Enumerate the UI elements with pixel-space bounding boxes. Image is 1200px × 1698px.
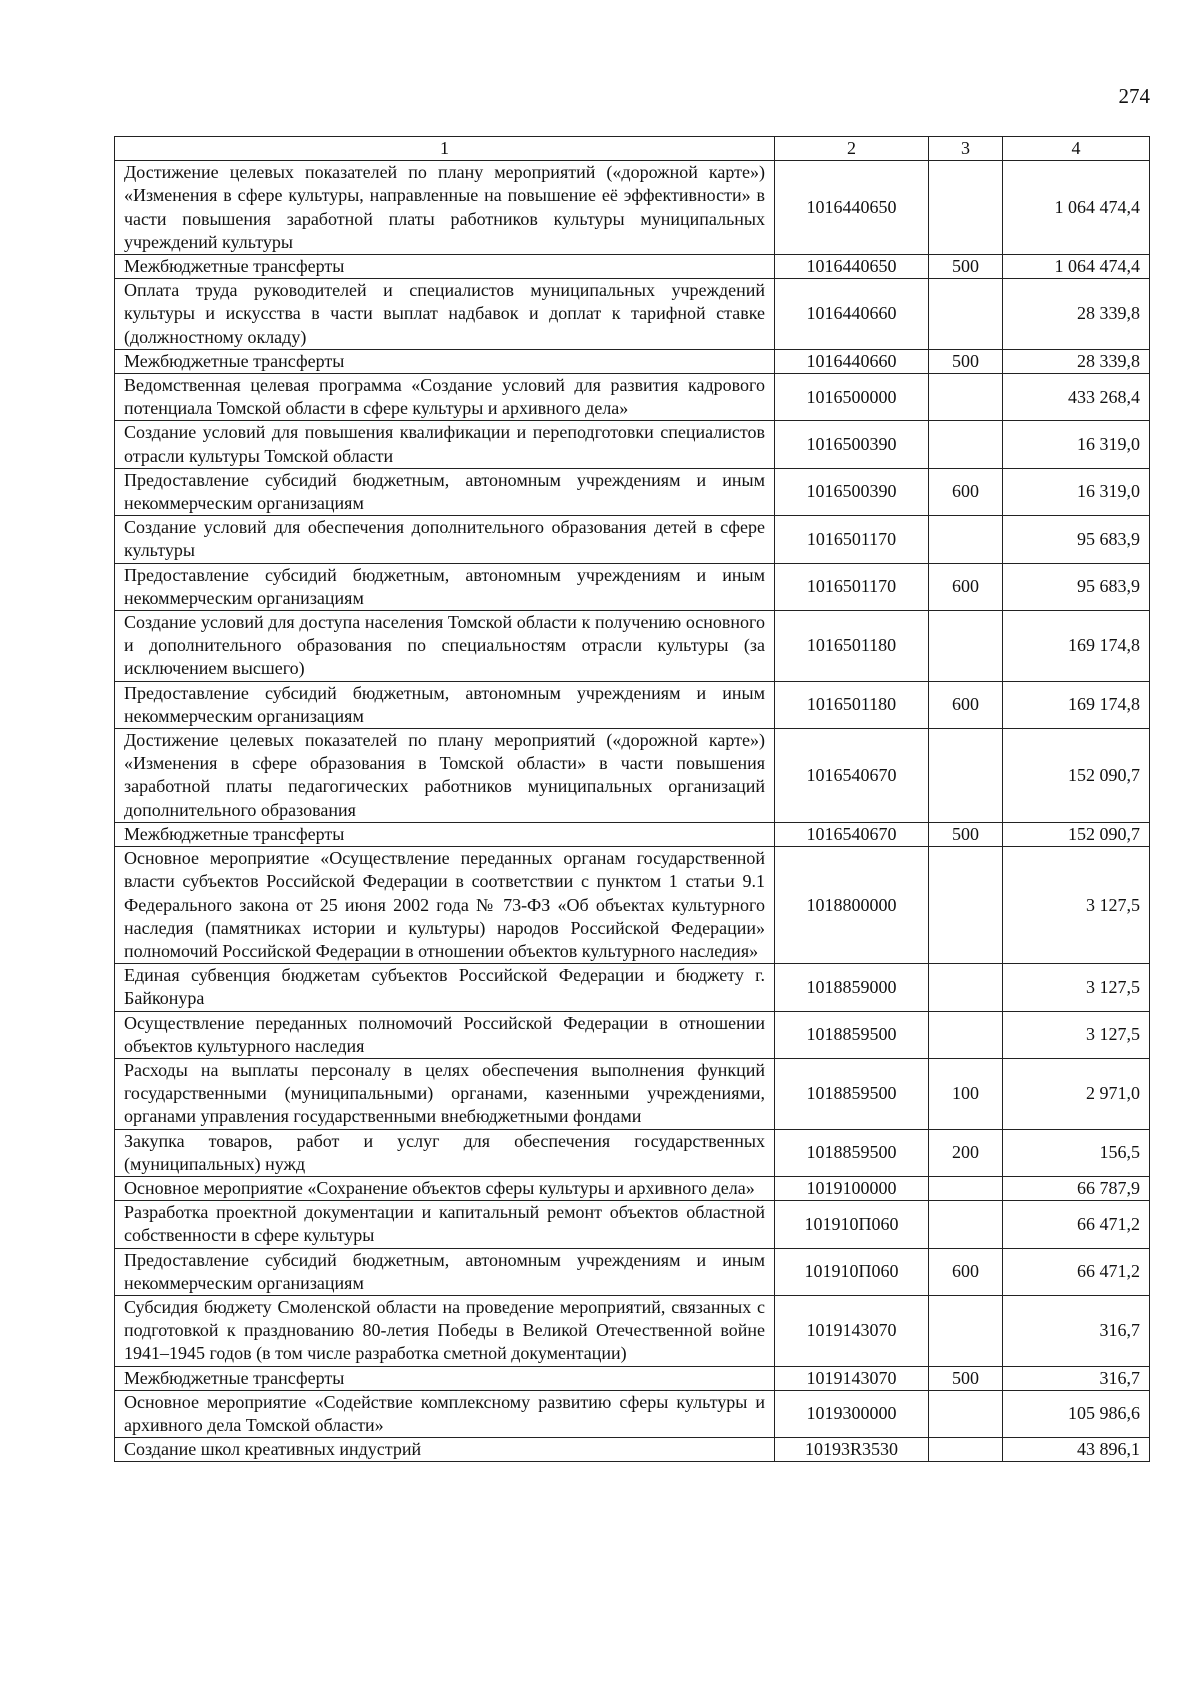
- table-row: [115, 611, 1150, 682]
- row-name-cell: Разработка проектной документации и капитальный ремонт объектов областной собственности в сфере культуры: [115, 1201, 775, 1248]
- row-code-cell: 10193R3530: [775, 1438, 929, 1462]
- row-code-cell: 1016440660: [775, 279, 929, 350]
- table-row: [115, 421, 1150, 468]
- row-name-cell: Межбюджетные трансферты: [115, 349, 775, 373]
- column-header-1: 1: [115, 137, 775, 161]
- row-amount-cell: 66 471,2: [1003, 1248, 1150, 1295]
- table-body: [115, 161, 1150, 1462]
- row-type-cell: [929, 1176, 1003, 1200]
- row-amount-cell: 3 127,5: [1003, 1011, 1150, 1058]
- row-amount-cell: 169 174,8: [1003, 681, 1150, 728]
- table-row: [115, 729, 1150, 823]
- row-amount-cell: 66 471,2: [1003, 1201, 1150, 1248]
- row-amount-cell: 16 319,0: [1003, 468, 1150, 515]
- row-amount-cell: 3 127,5: [1003, 847, 1150, 964]
- row-type-cell: [929, 1438, 1003, 1462]
- table-header-row: [115, 137, 1150, 161]
- row-name-cell: Предоставление субсидий бюджетным, автономным учреждениям и иным некоммерческим организациям: [115, 468, 775, 515]
- row-name-cell: Предоставление субсидий бюджетным, автономным учреждениям и иным некоммерческим организациям: [115, 681, 775, 728]
- table-row: [115, 1248, 1150, 1295]
- table-row: [115, 161, 1150, 255]
- row-amount-cell: 2 971,0: [1003, 1058, 1150, 1129]
- table-row: [115, 468, 1150, 515]
- row-name-cell: Межбюджетные трансферты: [115, 255, 775, 279]
- row-amount-cell: 28 339,8: [1003, 349, 1150, 373]
- row-type-cell: 600: [929, 563, 1003, 610]
- table-row: [115, 1058, 1150, 1129]
- row-name-cell: Основное мероприятие «Содействие комплексному развитию сферы культуры и архивного дела Томской области»: [115, 1390, 775, 1437]
- row-name-cell: Предоставление субсидий бюджетным, автономным учреждениям и иным некоммерческим организациям: [115, 563, 775, 610]
- column-header-2: 2: [775, 137, 929, 161]
- row-amount-cell: 152 090,7: [1003, 822, 1150, 846]
- row-amount-cell: 3 127,5: [1003, 964, 1150, 1011]
- table-row: [115, 964, 1150, 1011]
- row-amount-cell: 95 683,9: [1003, 563, 1150, 610]
- row-code-cell: 1019300000: [775, 1390, 929, 1437]
- row-name-cell: Межбюджетные трансферты: [115, 822, 775, 846]
- row-type-cell: [929, 1390, 1003, 1437]
- row-type-cell: [929, 279, 1003, 350]
- row-type-cell: [929, 1295, 1003, 1366]
- row-type-cell: [929, 421, 1003, 468]
- row-code-cell: 1016501180: [775, 681, 929, 728]
- row-code-cell: 1016500390: [775, 468, 929, 515]
- row-amount-cell: 169 174,8: [1003, 611, 1150, 682]
- row-type-cell: [929, 729, 1003, 823]
- row-code-cell: 1018859000: [775, 964, 929, 1011]
- row-amount-cell: 16 319,0: [1003, 421, 1150, 468]
- row-code-cell: 1016540670: [775, 729, 929, 823]
- row-amount-cell: 105 986,6: [1003, 1390, 1150, 1437]
- row-name-cell: Расходы на выплаты персоналу в целях обеспечения выполнения функций государственными (муниципальными) органами, казенными учреждениями, органами управления государственными внебюджетными фондами: [115, 1058, 775, 1129]
- row-code-cell: 1016501170: [775, 516, 929, 563]
- table-row: [115, 1201, 1150, 1248]
- row-amount-cell: 1 064 474,4: [1003, 161, 1150, 255]
- table-row: [115, 1438, 1150, 1462]
- column-header-3: 3: [929, 137, 1003, 161]
- row-type-cell: [929, 611, 1003, 682]
- row-amount-cell: 43 896,1: [1003, 1438, 1150, 1462]
- table-row: [115, 1129, 1150, 1176]
- table-row: [115, 563, 1150, 610]
- row-name-cell: Создание условий для доступа населения Томской области к получению основного и дополнительного образования по специальностям отрасли культуры (за исключением высшего): [115, 611, 775, 682]
- row-name-cell: Предоставление субсидий бюджетным, автономным учреждениям и иным некоммерческим организациям: [115, 1248, 775, 1295]
- row-name-cell: Единая субвенция бюджетам субъектов Российской Федерации и бюджету г. Байконура: [115, 964, 775, 1011]
- table-row: [115, 1176, 1150, 1200]
- table-row: [115, 516, 1150, 563]
- row-type-cell: 200: [929, 1129, 1003, 1176]
- row-type-cell: 500: [929, 255, 1003, 279]
- row-amount-cell: 28 339,8: [1003, 279, 1150, 350]
- row-code-cell: 101910П060: [775, 1201, 929, 1248]
- row-code-cell: 1018859500: [775, 1058, 929, 1129]
- table-row: [115, 681, 1150, 728]
- table-row: [115, 1366, 1150, 1390]
- table-row: [115, 847, 1150, 964]
- page-number: 274: [1118, 84, 1150, 108]
- table-row: [115, 1011, 1150, 1058]
- row-type-cell: [929, 161, 1003, 255]
- row-code-cell: 1016440650: [775, 255, 929, 279]
- row-type-cell: 100: [929, 1058, 1003, 1129]
- row-code-cell: 1016440660: [775, 349, 929, 373]
- row-code-cell: 1016500000: [775, 374, 929, 421]
- row-type-cell: [929, 847, 1003, 964]
- row-type-cell: 600: [929, 681, 1003, 728]
- row-code-cell: 1019100000: [775, 1176, 929, 1200]
- row-amount-cell: 66 787,9: [1003, 1176, 1150, 1200]
- row-name-cell: Осуществление переданных полномочий Российской Федерации в отношении объектов культурного наследия: [115, 1011, 775, 1058]
- row-type-cell: 600: [929, 1248, 1003, 1295]
- row-code-cell: 1016501170: [775, 563, 929, 610]
- row-type-cell: [929, 964, 1003, 1011]
- row-amount-cell: 1 064 474,4: [1003, 255, 1150, 279]
- row-name-cell: Ведомственная целевая программа «Создание условий для развития кадрового потенциала Томской области в сфере культуры и архивного дела»: [115, 374, 775, 421]
- row-code-cell: 101910П060: [775, 1248, 929, 1295]
- row-type-cell: 500: [929, 822, 1003, 846]
- row-amount-cell: 316,7: [1003, 1366, 1150, 1390]
- row-name-cell: Оплата труда руководителей и специалистов муниципальных учреждений культуры и искусства в части выплат надбавок и доплат к тарифной ставке (должностному окладу): [115, 279, 775, 350]
- row-name-cell: Достижение целевых показателей по плану мероприятий («дорожной карте») «Изменения в сфере образования в Томской области» в части повышения заработной платы педагогических работников муниципальных организаций дополнительного образования: [115, 729, 775, 823]
- table-row: [115, 255, 1150, 279]
- row-name-cell: Основное мероприятие «Осуществление переданных органам государственной власти субъектов Российской Федерации в соответствии с пунктом 1 статьи 9.1 Федерального закона от 25 июня 2002 года № 73-ФЗ «Об объектах культурного наследия (памятниках истории и культуры) народов Российской Федерации» полномочий Российской Федерации в отношении объектов культурного наследия»: [115, 847, 775, 964]
- table-row: [115, 279, 1150, 350]
- row-amount-cell: 316,7: [1003, 1295, 1150, 1366]
- table-row: [115, 374, 1150, 421]
- table-row: [115, 1390, 1150, 1437]
- row-name-cell: Достижение целевых показателей по плану мероприятий («дорожной карте») «Изменения в сфере культуры, направленные на повышение её эффективности» в части повышения заработной платы работников культуры муниципальных учреждений культуры: [115, 161, 775, 255]
- row-name-cell: Субсидия бюджету Смоленской области на проведение мероприятий, связанных с подготовкой к празднованию 80-летия Победы в Великой Отечественной войне 1941–1945 годов (в том числе разработка сметной документации): [115, 1295, 775, 1366]
- row-type-cell: 600: [929, 468, 1003, 515]
- row-code-cell: 1016501180: [775, 611, 929, 682]
- row-name-cell: Создание школ креативных индустрий: [115, 1438, 775, 1462]
- row-name-cell: Межбюджетные трансферты: [115, 1366, 775, 1390]
- row-code-cell: 1019143070: [775, 1366, 929, 1390]
- row-amount-cell: 433 268,4: [1003, 374, 1150, 421]
- row-amount-cell: 95 683,9: [1003, 516, 1150, 563]
- row-type-cell: 500: [929, 349, 1003, 373]
- table-row: [115, 1295, 1150, 1366]
- row-name-cell: Создание условий для повышения квалификации и переподготовки специалистов отрасли культуры Томской области: [115, 421, 775, 468]
- row-code-cell: 1019143070: [775, 1295, 929, 1366]
- row-code-cell: 1016540670: [775, 822, 929, 846]
- row-type-cell: [929, 374, 1003, 421]
- budget-table: [114, 136, 1150, 1462]
- row-code-cell: 1018800000: [775, 847, 929, 964]
- row-amount-cell: 152 090,7: [1003, 729, 1150, 823]
- row-type-cell: [929, 516, 1003, 563]
- column-header-4: 4: [1003, 137, 1150, 161]
- row-code-cell: 1018859500: [775, 1011, 929, 1058]
- row-name-cell: Создание условий для обеспечения дополнительного образования детей в сфере культуры: [115, 516, 775, 563]
- row-name-cell: Закупка товаров, работ и услуг для обеспечения государственных (муниципальных) нужд: [115, 1129, 775, 1176]
- table-row: [115, 822, 1150, 846]
- row-type-cell: [929, 1011, 1003, 1058]
- row-code-cell: 1016440650: [775, 161, 929, 255]
- row-code-cell: 1016500390: [775, 421, 929, 468]
- row-name-cell: Основное мероприятие «Сохранение объектов сферы культуры и архивного дела»: [115, 1176, 775, 1200]
- row-amount-cell: 156,5: [1003, 1129, 1150, 1176]
- row-type-cell: [929, 1201, 1003, 1248]
- table-row: [115, 349, 1150, 373]
- row-code-cell: 1018859500: [775, 1129, 929, 1176]
- row-type-cell: 500: [929, 1366, 1003, 1390]
